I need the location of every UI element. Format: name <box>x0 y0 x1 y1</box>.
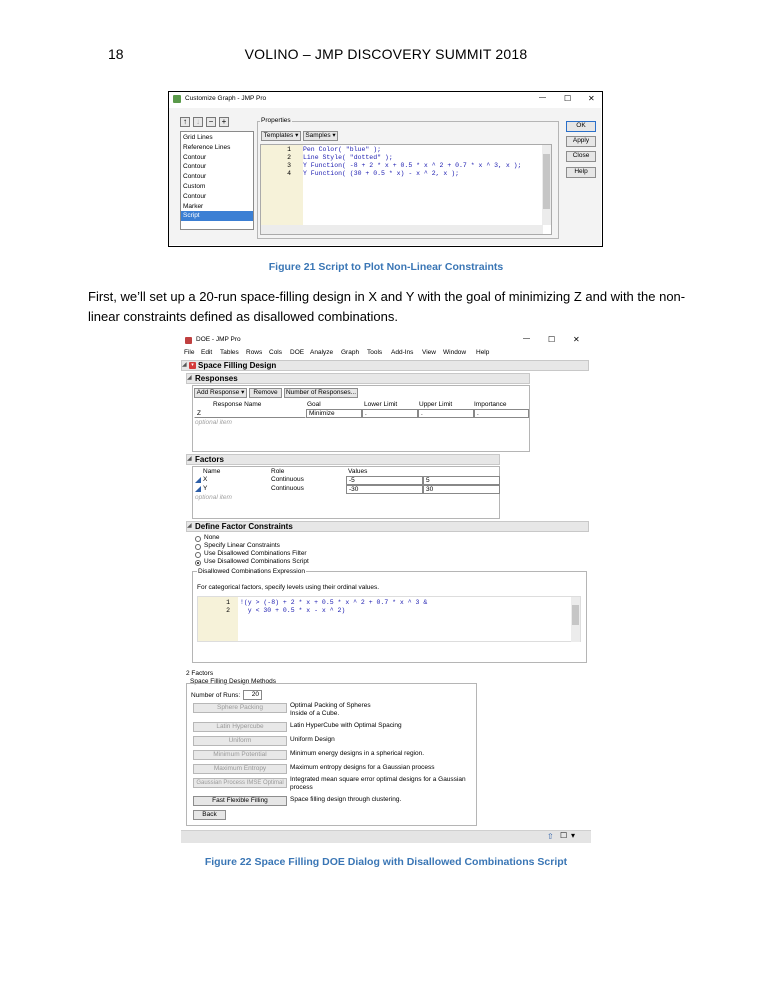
response-importance-cell[interactable]: . <box>474 409 529 418</box>
disallowed-expression-editor[interactable] <box>197 596 581 642</box>
expression-group-label: Disallowed Combinations Expression <box>198 568 305 575</box>
code-line: Y Function( -8 + 2 * x + 0.5 * x ^ 2 + 0.7 * x ^ 3, x ); <box>303 162 522 169</box>
page-number: 18 <box>108 46 124 62</box>
column-header: Name <box>203 468 221 475</box>
list-item[interactable]: Marker <box>183 202 204 210</box>
radio-label: Use Disallowed Combinations Script <box>204 558 309 565</box>
response-goal-cell[interactable]: Minimize <box>306 409 362 418</box>
method-description: Integrated mean square error optimal designs for a Gaussian <box>290 776 466 783</box>
close-button[interactable]: Close <box>566 151 596 162</box>
status-bar <box>181 830 591 843</box>
menu-rows[interactable]: Rows <box>246 349 263 356</box>
horizontal-scrollbar[interactable] <box>261 225 543 234</box>
jmp-app-icon <box>173 95 181 103</box>
response-upper-limit-cell[interactable]: . <box>418 409 474 418</box>
remove-icon[interactable]: − <box>206 117 216 127</box>
method-description: Space filling design through clustering. <box>290 796 402 803</box>
radio-linear-constraints[interactable] <box>195 544 201 550</box>
column-header: Importance <box>474 401 507 408</box>
ordinal-hint: For categorical factors, specify levels using their ordinal values. <box>197 584 380 591</box>
menu-cols[interactable]: Cols <box>269 349 283 356</box>
samples-dropdown[interactable]: Samples ▾ <box>303 131 338 141</box>
scroll-up-icon[interactable]: ⇧ <box>547 832 554 841</box>
code-line: Line Style( "dotted" ); <box>303 154 393 161</box>
method-description: process <box>290 784 313 791</box>
radio-none[interactable] <box>195 536 201 542</box>
sphere-packing-button[interactable]: Sphere Packing <box>193 703 287 713</box>
scrollbar-thumb[interactable] <box>543 154 550 209</box>
factor-high-value[interactable]: 5 <box>423 476 500 485</box>
response-lower-limit-cell[interactable]: . <box>362 409 418 418</box>
radio-label: None <box>204 534 220 541</box>
factor-role: Continuous <box>271 476 304 483</box>
column-header: Role <box>271 468 285 475</box>
factors-header <box>186 454 500 465</box>
remove-button[interactable]: Remove <box>249 388 282 398</box>
move-down-icon[interactable]: ↓ <box>193 117 203 127</box>
gaussian-process-imse-button[interactable]: Gaussian Process IMSE Optimal <box>193 778 287 788</box>
back-button[interactable]: Back <box>193 810 226 820</box>
menu-tools[interactable]: Tools <box>367 349 383 356</box>
list-item[interactable]: Contour <box>183 173 207 181</box>
column-header: Response Name <box>213 401 262 408</box>
menu-file[interactable]: File <box>184 349 195 356</box>
vertical-scrollbar[interactable] <box>571 597 580 642</box>
optional-item-placeholder[interactable]: optional item <box>195 494 232 501</box>
radio-label: Use Disallowed Combinations Filter <box>204 550 307 557</box>
code-line: Pen Color( "blue" ); <box>303 146 382 153</box>
radio-label: Specify Linear Constraints <box>204 542 280 549</box>
response-name-cell[interactable]: Z <box>194 409 306 418</box>
factor-low-value[interactable]: -30 <box>346 485 423 494</box>
list-item[interactable]: Contour <box>183 163 207 171</box>
red-triangle-menu-icon[interactable]: ▾ <box>189 362 196 369</box>
scrollbar-thumb[interactable] <box>572 605 579 625</box>
line-number: 1 <box>226 599 230 606</box>
methods-title: Space Filling Design Methods <box>190 678 276 685</box>
figure-21-screenshot <box>168 91 603 247</box>
minimum-potential-button[interactable]: Minimum Potential <box>193 750 287 760</box>
list-item[interactable]: Reference Lines <box>183 143 231 151</box>
menu-add-ins[interactable]: Add-Ins <box>391 349 414 356</box>
factor-high-value[interactable]: 30 <box>423 485 500 494</box>
ok-button[interactable]: OK <box>566 121 596 132</box>
disclosure-icon[interactable]: ◢ <box>187 456 192 462</box>
doe-window-title: DOE - JMP Pro <box>196 336 241 343</box>
chevron-down-icon[interactable]: ▾ <box>571 831 576 840</box>
apply-button[interactable]: Apply <box>566 136 596 147</box>
move-up-icon[interactable]: ↑ <box>180 117 190 127</box>
running-head: VOLINO – JMP DISCOVERY SUMMIT 2018 <box>244 46 528 62</box>
column-header: Lower Limit <box>364 401 398 408</box>
figure-22-screenshot <box>181 333 591 843</box>
menu-help[interactable]: Help <box>476 349 490 356</box>
body-paragraph: First, we’ll set up a 20-run space-filling design in X and Y with the goal of minimizing Z and with the non-linear constraints defined as disallowed combinations. <box>88 289 686 324</box>
latin-hypercube-button[interactable]: Latin Hypercube <box>193 722 287 732</box>
disclosure-icon[interactable]: ◢ <box>187 375 192 381</box>
method-description: Inside of a Cube. <box>290 710 340 717</box>
vertical-scrollbar[interactable] <box>542 145 551 225</box>
figure-22-caption: Figure 22 Space Filling DOE Dialog with Disallowed Combinations Script <box>204 856 568 868</box>
factor-role: Continuous <box>271 485 304 492</box>
jmp-app-icon <box>185 337 192 344</box>
number-of-runs-label: Number of Runs: <box>191 692 241 699</box>
properties-label: Properties <box>261 117 291 124</box>
line-number: 3 <box>287 162 291 169</box>
list-item[interactable]: Custom <box>183 182 206 190</box>
constraints-title: Define Factor Constraints <box>195 522 293 531</box>
maximize-icon[interactable]: ☐ <box>564 94 572 103</box>
window-icon[interactable]: ☐ <box>560 831 568 840</box>
radio-disallowed-script[interactable] <box>195 560 201 566</box>
maximize-icon[interactable]: ☐ <box>548 335 556 344</box>
menu-doe[interactable]: DOE <box>290 349 305 356</box>
menu-tables[interactable]: Tables <box>220 349 239 356</box>
add-response-button[interactable]: Add Response ▾ <box>194 388 247 398</box>
disclosure-icon[interactable]: ◢ <box>187 523 192 529</box>
menu-analyze[interactable]: Analyze <box>310 349 334 356</box>
code-line: !(y > (-8) + 2 * x + 0.5 * x ^ 2 + 0.7 * x ^ 3 & <box>240 599 428 606</box>
continuous-factor-icon <box>195 486 201 492</box>
maximum-entropy-button[interactable]: Maximum Entropy <box>193 764 287 774</box>
menu-window[interactable]: Window <box>443 349 467 356</box>
responses-title: Responses <box>195 374 238 383</box>
minimize-icon[interactable]: — <box>523 335 530 342</box>
close-icon[interactable]: ✕ <box>588 94 595 103</box>
graph-items-list[interactable] <box>180 131 254 230</box>
continuous-factor-icon <box>195 477 201 483</box>
help-button[interactable]: Help <box>566 167 596 178</box>
factor-name[interactable]: Y <box>203 485 208 492</box>
column-header: Goal <box>307 401 321 408</box>
line-number: 2 <box>226 607 230 614</box>
optional-item-placeholder[interactable]: optional item <box>195 419 232 426</box>
method-description: Optimal Packing of Spheres <box>290 702 371 709</box>
method-description: Latin HyperCube with Optimal Spacing <box>290 722 402 729</box>
method-description: Maximum entropy designs for a Gaussian process <box>290 764 435 771</box>
code-line: y < 30 + 0.5 * x - x ^ 2) <box>240 607 346 614</box>
number-of-responses-button[interactable]: Number of Responses... <box>285 389 357 396</box>
line-number: 2 <box>287 154 291 161</box>
list-item[interactable]: Contour <box>183 192 207 200</box>
factor-low-value[interactable]: -5 <box>346 476 423 485</box>
number-of-runs-input[interactable]: 20 <box>243 690 262 700</box>
templates-dropdown[interactable]: Templates ▾ <box>261 131 301 141</box>
script-editor[interactable] <box>260 144 552 235</box>
menu-view[interactable]: View <box>422 349 436 356</box>
fig21-title-bar <box>169 92 601 108</box>
line-number: 1 <box>287 146 291 153</box>
uniform-button[interactable]: Uniform <box>193 736 287 746</box>
minimize-icon[interactable]: — <box>539 94 546 101</box>
radio-disallowed-filter[interactable] <box>195 552 201 558</box>
platform-title: Space Filling Design <box>198 361 277 370</box>
menu-edit[interactable]: Edit <box>201 349 213 356</box>
method-description: Uniform Design <box>290 736 335 743</box>
fast-flexible-filling-button[interactable]: Fast Flexible Filling <box>193 796 287 806</box>
close-icon[interactable]: ✕ <box>573 335 580 344</box>
method-description: Minimum energy designs in a spherical region. <box>290 750 425 757</box>
disclosure-icon[interactable]: ◢ <box>182 362 187 368</box>
figure-21-caption: Figure 21 Script to Plot Non-Linear Constraints <box>268 261 504 273</box>
column-header: Upper Limit <box>419 401 453 408</box>
fig21-window-title: Customize Graph - JMP Pro <box>185 95 267 102</box>
factor-count: 2 Factors <box>186 670 214 677</box>
column-header: Values <box>348 468 368 475</box>
line-number: 4 <box>287 170 291 177</box>
code-line: Y Function( (30 + 0.5 * x) - x ^ 2, x ); <box>303 170 460 177</box>
list-item[interactable]: Contour <box>183 153 207 161</box>
add-icon[interactable]: + <box>219 117 229 127</box>
factors-title: Factors <box>195 455 224 464</box>
menu-graph[interactable]: Graph <box>341 349 360 356</box>
factor-name[interactable]: X <box>203 476 208 483</box>
list-item-selected[interactable]: Script <box>181 211 253 221</box>
list-item[interactable]: Grid Lines <box>183 134 213 141</box>
menu-bar <box>181 348 591 359</box>
